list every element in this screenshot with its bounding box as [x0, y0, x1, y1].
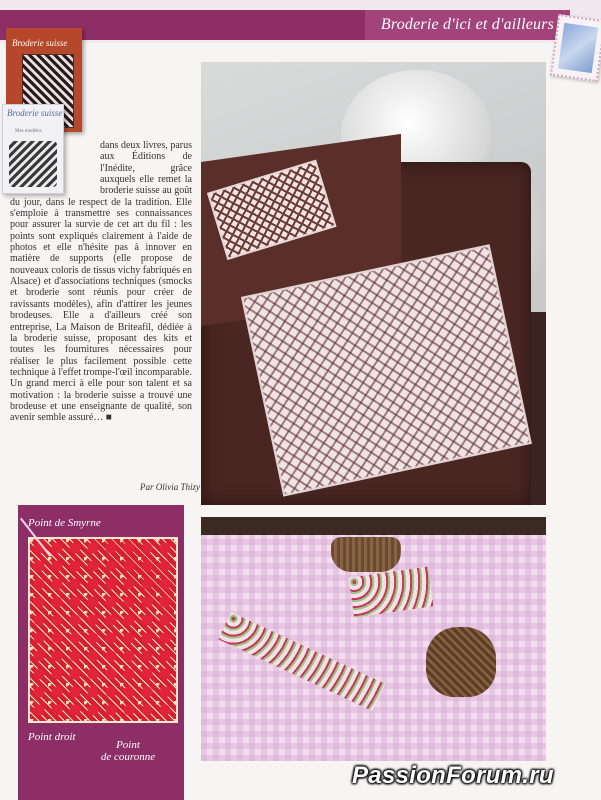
watermark: PassionForum.ru: [352, 762, 554, 789]
floral-square: [349, 567, 434, 618]
postage-stamp-image: [550, 14, 601, 82]
label-couronne-line1: Point: [116, 739, 140, 751]
book-2-title: Broderie suisse: [7, 108, 63, 118]
label-point-droit: Point droit: [28, 731, 76, 743]
article-text: [10, 140, 192, 424]
header-band: [0, 0, 601, 43]
label-point-smyrne: Point de Smyrne: [28, 517, 101, 529]
stitch-sidebar: [18, 505, 184, 800]
photo-embroidered-bag: [201, 62, 546, 505]
label-couronne-line2: de couronne: [100, 751, 156, 763]
stitch-closeup-photo: [28, 537, 178, 723]
wicker-basket-1: [331, 537, 401, 572]
article-body: dans deux livres, parus aux Éditions de l'Inédite, grâce auxquels elle remet la broderie suisse au goût du jour, dans le respect de la tradition. Elle s'emploie à transmettre ses connaissances pour assurer la survie de cet art du fil : les points sont expliqués clairement à l'aide de photos et elle n'hésite pas à innover en matière de supports (elle propose de nouveaux coloris de tissus vichy fabriqués en Alsace) et d'associations techniques (smocks et broderie sont réunis pour créer de ravissants modèles), afin d'attirer les jeunes brodeuses. Elle a d'ailleurs créé son entreprise, La Maison de Briteafil, dédiée à la broderie suisse, proposant des kits et toutes les fournitures nécessaires pour réaliser le plus facilement possible cette technique à l'effet trompe-l'œil incomparable. Un grand merci à elle pour son talent et sa motivation : la broderie suisse a trouvé une brodeuse et une enseignante de qualité, son avenir semble assuré… ■: [10, 140, 192, 424]
section-label: Broderie d'ici et d'ailleurs: [365, 10, 570, 40]
label-point-couronne: [78, 739, 178, 763]
floral-strip: [218, 612, 385, 711]
stamp-picture: [558, 23, 598, 73]
photo-tablecloth: [201, 517, 546, 761]
book-1-title: Broderie suisse: [12, 38, 68, 48]
article-signature: Par Olivia Thizy: [140, 482, 200, 492]
wicker-basket-2: [426, 627, 496, 697]
book-2-subtitle: Mes modèles: [15, 129, 42, 134]
text-wrap-gap: [10, 140, 100, 196]
